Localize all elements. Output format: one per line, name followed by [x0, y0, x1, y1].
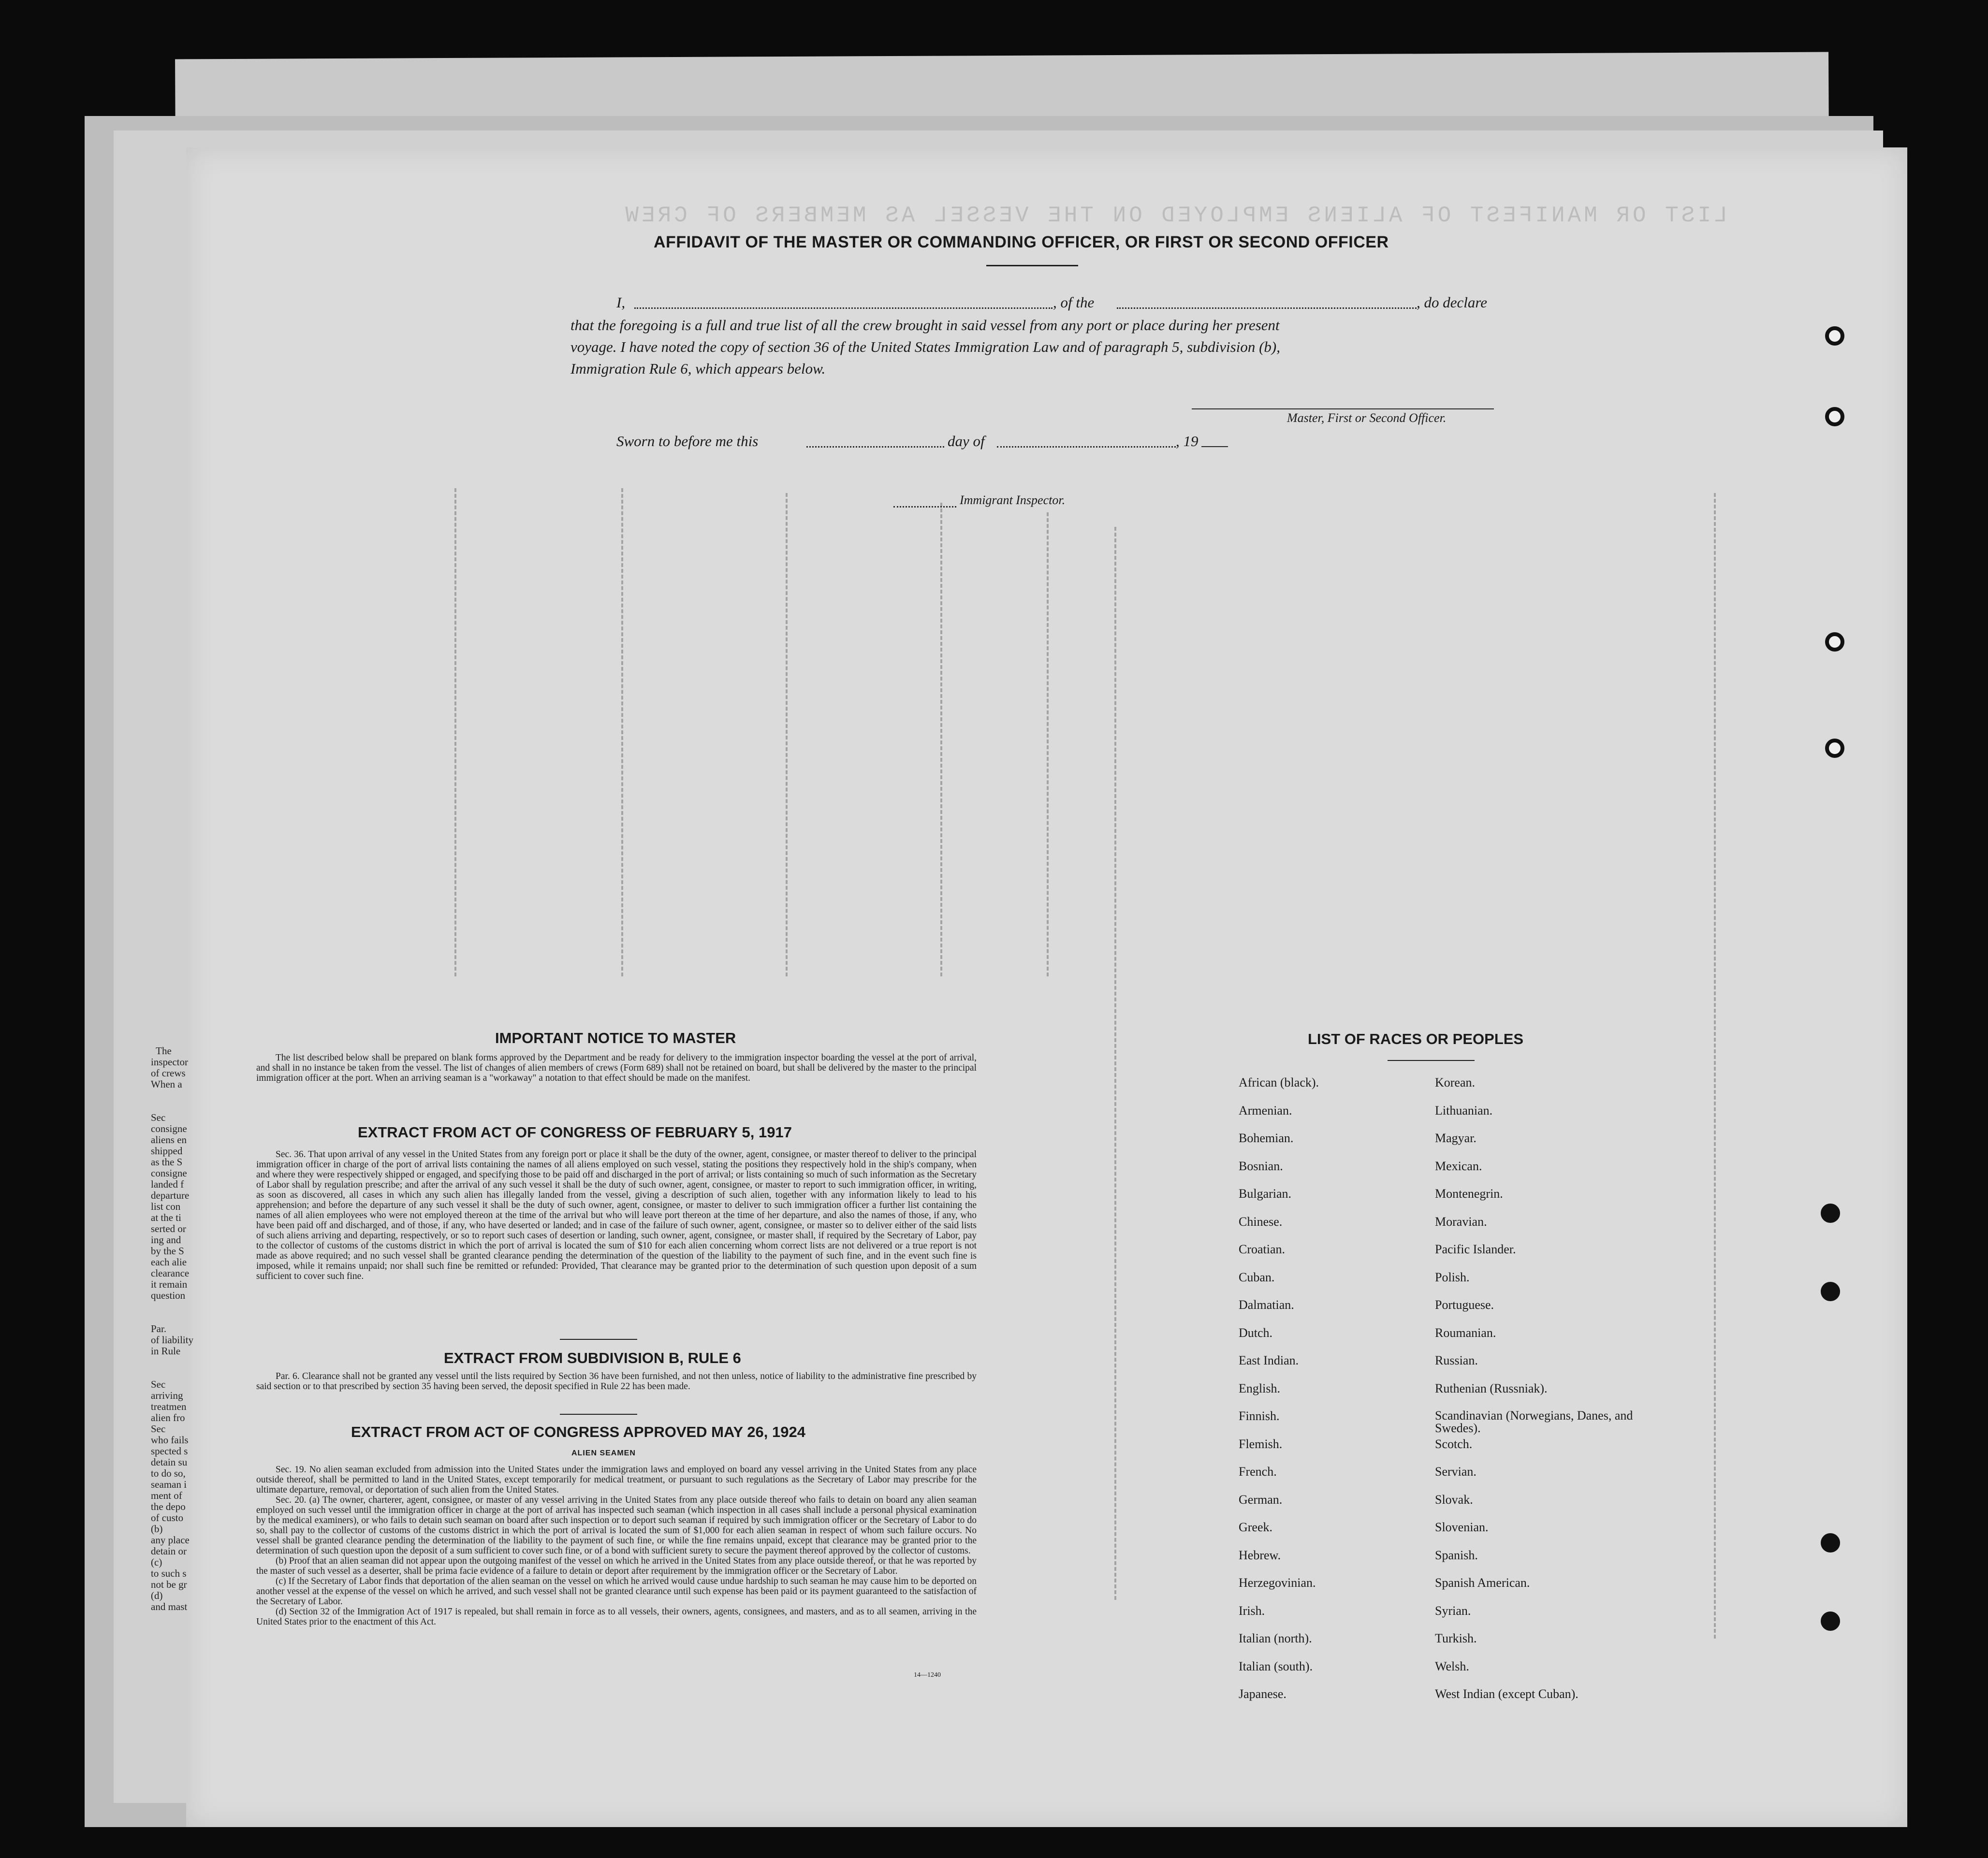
race-item: Roumanian.: [1435, 1325, 1496, 1340]
extract-1924-title: EXTRACT FROM ACT OF CONGRESS APPROVED MAY 26, 1924: [351, 1423, 805, 1440]
race-item: Scandinavian (Norwegians, Danes, and Swedes).: [1435, 1408, 1633, 1435]
inspector-signature-line[interactable]: [893, 506, 956, 508]
race-item: Welsh.: [1435, 1659, 1469, 1673]
sec-20a-paragraph: Sec. 20. (a) The owner, charterer, agent, consignee, or master of any vessel arriving in the United States from any place outside thereof who fails to detain on board any alien seaman employed on such vessel until the immigration officer in charge at the port of arrival has inspected such seaman (which inspection in all cases shall include a personal physical examination by the medical examiners), or who fails to detain such seaman on board after such inspection or to deport such seaman if required by such immigration officer or the Secretary of Labor to do so, shall pay to the collector of customs of the customs district in which the port of arrival is located the sum of $1,000 for each alien seaman in respect of whom such failure occurs. No vessel shall be granted clearance pending the determination of the liability to the payment of such fine, or while the fine remains unpaid, except that clearance may be granted prior to the determination of such question upon the deposit of a sum sufficient to cover such fine, or of a bond with sufficient surety to secure the payment thereof approved by the collector of customs.: [256, 1495, 977, 1556]
declarant-name-line[interactable]: [634, 307, 1052, 309]
race-item: Pacific Islander.: [1435, 1242, 1516, 1256]
punch-hole: [1821, 1204, 1840, 1223]
race-item: Spanish.: [1435, 1548, 1478, 1562]
race-item: Turkish.: [1435, 1631, 1477, 1645]
race-item: Japanese.: [1239, 1687, 1286, 1701]
race-item: Mexican.: [1435, 1159, 1482, 1173]
race-item: Slovak.: [1435, 1492, 1473, 1507]
divider-rule6: [560, 1414, 637, 1415]
form-number: 14—1240: [914, 1671, 941, 1679]
punch-hole: [1821, 1282, 1840, 1301]
race-item: Russian.: [1435, 1353, 1478, 1367]
races-title: LIST OF RACES OR PEOPLES: [1308, 1031, 1524, 1047]
race-item: Servian.: [1435, 1465, 1476, 1479]
master-signature-label: Master, First or Second Officer.: [1287, 411, 1447, 425]
race-item: Italian (south).: [1239, 1659, 1313, 1673]
notice-paragraph: The list described below shall be prepared on blank forms approved by the Department and be ready for delivery to the immigration inspector boarding the vessel at the port of arrival, and shall in no instance be taken from the vessel. The list of changes of alien members of crews (Form 689) shall not be retained on board, but shall be delivered by the master to the principal immigration officer at the port. When an arriving seaman is a "workaway" a notation to that effect should be made on the manifest.: [256, 1053, 977, 1083]
race-item: Polish.: [1435, 1270, 1470, 1284]
paragraph-6: Par. 6. Clearance shall not be granted any vessel until the lists required by Section 36 have been furnished, and not then unless, notice of liability to the administrative fine prescribed by said section or to that prescribed by section 35 having been served, the deposit specified in Rule 22 has been made.: [256, 1371, 977, 1392]
race-item: Lithuanian.: [1435, 1103, 1493, 1118]
race-item: French.: [1239, 1465, 1277, 1479]
do-declare-label: , do declare: [1417, 294, 1488, 311]
sworn-date-line[interactable]: [806, 446, 944, 448]
race-item: Italian (north).: [1239, 1631, 1312, 1645]
sec-20c-paragraph: (c) If the Secretary of Labor finds that deportation of the alien seaman on the vessel on which he arrived would cause undue hardship to such seaman he may cause him to be deported on another vessel at the expense of the vessel on which he arrived, and such vessel shall not be granted clearance until such expense has been paid or its payment guaranteed to the satisfaction of the Secretary of Labor.: [256, 1576, 977, 1607]
race-item: Irish.: [1239, 1603, 1265, 1618]
sworn-day-of: day of: [948, 433, 985, 450]
race-item: Portuguese.: [1435, 1298, 1494, 1312]
race-item: Greek.: [1239, 1520, 1273, 1534]
extract-rule6-title: EXTRACT FROM SUBDIVISION B, RULE 6: [444, 1350, 741, 1366]
punch-hole: [1825, 326, 1844, 346]
race-item: Bosnian.: [1239, 1159, 1283, 1173]
notice-title: IMPORTANT NOTICE TO MASTER: [495, 1030, 736, 1046]
affidavit-line-3: voyage. I have noted the copy of section 36 of the United States Immigration Law and of paragraph 5, subdivision (b),: [570, 338, 1280, 355]
race-item: Spanish American.: [1435, 1576, 1530, 1590]
punch-hole: [1821, 1611, 1840, 1631]
race-item: West Indian (except Cuban).: [1435, 1687, 1579, 1701]
race-item: Moravian.: [1435, 1214, 1487, 1229]
race-item: German.: [1239, 1492, 1283, 1507]
ghost-column-line: [1047, 512, 1049, 976]
race-item: Flemish.: [1239, 1437, 1283, 1451]
notice-text: [256, 1053, 977, 1083]
race-item: Magyar.: [1435, 1131, 1476, 1145]
races-column-2: [1435, 1076, 1648, 1715]
races-column-1: [1239, 1076, 1398, 1715]
punch-hole: [1821, 1533, 1840, 1553]
ghost-column-line: [786, 493, 788, 976]
sworn-year-line[interactable]: [1201, 446, 1228, 447]
race-item: Chinese.: [1239, 1214, 1283, 1229]
affidavit-line-2: that the foregoing is a full and true list of all the crew brought in said vessel from any port or place during her present: [570, 317, 1280, 334]
master-signature-line[interactable]: [1192, 408, 1494, 409]
declarant-prefix: I,: [616, 294, 626, 311]
race-item: Syrian.: [1435, 1603, 1471, 1618]
race-item: Bulgarian.: [1239, 1187, 1292, 1201]
underlying-sheet-text-block: The inspector of crews When a Sec consigne aliens en shipped as the S consigne landed f departure list con at the ti serted or ing and by the S each alie clearance it remain question Par. of liability in Rule Sec arriving treatmen alien fro Sec who fails spected s detain su to do so, seaman i ment of the depo of custo (b) any place detain or (c) to such s not be gr (d) and mast: [151, 1045, 194, 1612]
races-title-underline: [1388, 1060, 1475, 1061]
race-item: Herzegovinian.: [1239, 1576, 1316, 1590]
sec-19-paragraph: Sec. 19. No alien seaman excluded from admission into the United States under the immigration laws and employed on board any vessel arriving in the United States from any place outside thereof, shall be permitted to land in the United States, except temporarily for medical treatment, or pursuant to such regulations as the Secretary of Labor may prescribe for the ultimate departure, removal, or deportation of such alien from the United States.: [256, 1465, 977, 1495]
ghost-column-line: [1714, 493, 1716, 1639]
race-item: Ruthenian (Russniak).: [1435, 1381, 1548, 1395]
alien-seamen-subtitle: ALIEN SEAMEN: [571, 1449, 636, 1457]
of-the-label: , of the: [1053, 294, 1095, 311]
race-item: Armenian.: [1239, 1103, 1292, 1118]
extract-1917-title: EXTRACT FROM ACT OF CONGRESS OF FEBRUARY 5, 1917: [358, 1124, 792, 1141]
divider-1917: [560, 1339, 637, 1340]
affidavit-line-4: Immigration Rule 6, which appears below.: [570, 360, 826, 377]
ghost-column-line: [1114, 527, 1116, 1600]
ghost-column-line: [940, 503, 942, 976]
race-item: Dutch.: [1239, 1325, 1273, 1340]
race-item: Hebrew.: [1239, 1548, 1281, 1562]
ghost-column-line: [454, 488, 456, 976]
race-item: Bohemian.: [1239, 1131, 1294, 1145]
race-item: Cuban.: [1239, 1270, 1275, 1284]
punch-hole: [1825, 632, 1844, 652]
punch-hole: [1825, 407, 1844, 426]
race-item: Slovenian.: [1435, 1520, 1489, 1534]
title-underline: [986, 265, 1078, 266]
section-36-paragraph: Sec. 36. That upon arrival of any vessel in the United States from any foreign port or place it shall be the duty of the owner, agent, consignee, or master thereof to deliver to the principal immigration officer in charge of the port of arrival lists containing the names of all aliens employed on such vessel, stating the positions they respectively hold in the ship's company, when and where they were respectively shipped or engaged, and specifying those to be paid off and discharged in the port of arrival; or lists containing so much of such information as the Secretary of Labor shall by regulation prescribe; and after the arrival of any such vessel it shall be the duty of such owner, agent, consignee, or master to report to such immigration officer, in writing, as soon as discovered, all cases in which any such alien has illegally landed from the vessel, giving a description of such alien, together with any information likely to lead to his apprehension; and before the departure of any such vessel it shall be the duty of such owner, agent, consignee, or master to deliver to such immigration officer a further list containing the names of all alien employees who were not employed thereon at the time of the arrival but who will leave port thereon at the time of her departure, and also the names of those, if any, who have been paid off and discharged, and of those, if any, who have deserted or landed; and in case of the failure of such owner, agent, consignee, or master so to deliver either of the said lists of such aliens arriving and departing, respectively, or so to report such cases of desertion or landing, such owner, agent, consignee, or master shall, if required by the Secretary of Labor, pay to the collector of customs of the customs district in which the port of arrival is located the sum of $10 for each alien concerning whom correct lists are not delivered or a true report is not made as above required; and no such vessel shall be granted clearance pending the determination of the question of the liability to the payment of such fine, and in the event such fine is imposed, while it remains unpaid; nor shall such fine be remitted or refunded: Provided, That clearance may be granted prior to the determination of such question upon deposit of a sum sufficient to cover such fine.: [256, 1149, 977, 1281]
race-item: English.: [1239, 1381, 1280, 1395]
extract-1924-text: [256, 1465, 977, 1627]
race-item: Korean.: [1435, 1075, 1476, 1089]
extract-rule6-text: [256, 1371, 977, 1392]
punch-hole: [1825, 739, 1844, 758]
race-item: Finnish.: [1239, 1409, 1280, 1423]
underlying-sheet-text: [151, 1034, 193, 1612]
race-item: Dalmatian.: [1239, 1298, 1294, 1312]
sec-20b-paragraph: (b) Proof that an alien seaman did not appear upon the outgoing manifest of the vessel on which he arrived in the United States from any place outside thereof, or that he was reported by the master of such vessel as a deserter, shall be prima facie evidence of a failure to detain or deport after requirement by the immigration officer or the Secretary of Labor.: [256, 1556, 977, 1576]
sworn-prefix: Sworn to before me this: [616, 433, 759, 450]
race-item: East Indian.: [1239, 1353, 1299, 1367]
sworn-month-line[interactable]: [997, 446, 1176, 448]
race-item: Scotch.: [1435, 1437, 1473, 1451]
race-item: Croatian.: [1239, 1242, 1286, 1256]
inspector-label: Immigrant Inspector.: [960, 493, 1066, 507]
race-item: Montenegrin.: [1435, 1187, 1503, 1201]
affidavit-title: AFFIDAVIT OF THE MASTER OR COMMANDING OFFICER, OR FIRST OR SECOND OFFICER: [654, 233, 1389, 251]
race-item: African (black).: [1239, 1075, 1319, 1089]
sworn-year: , 19: [1176, 433, 1199, 450]
sec-20d-paragraph: (d) Section 32 of the Immigration Act of 1917 is repealed, but shall remain in force as to all vessels, their owners, agents, consignees, and masters, and as to all seamen, arriving in the United States prior to the enactment of this Act.: [256, 1607, 977, 1627]
ghost-column-line: [621, 488, 623, 976]
vessel-name-line[interactable]: [1117, 307, 1417, 309]
extract-1917-text: [256, 1149, 977, 1281]
bleed-through-header: LIST OR MANIFEST OF ALIENS EMPLOYED ON THE VESSEL AS MEMBERS OF CREW: [622, 203, 1727, 228]
